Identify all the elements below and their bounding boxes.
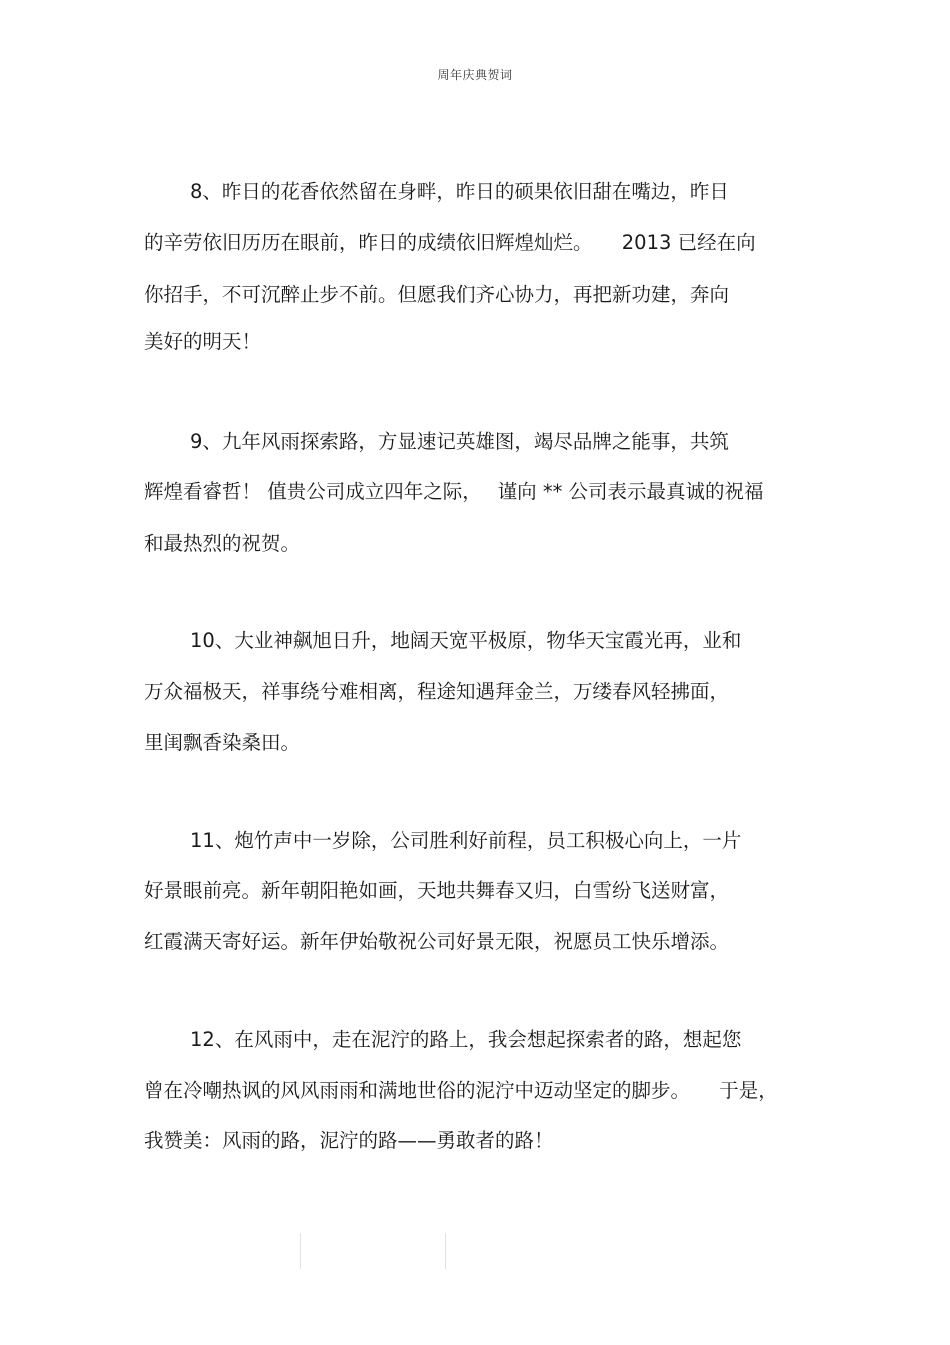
- paragraph-line: 好景眼前亮。新年朝阳艳如画，天地共舞春又归，白雪纷飞送财富，: [144, 879, 730, 902]
- paragraph-line: 11、炮竹声中一岁除，公司胜利好前程，员工积极心向上，一片: [190, 829, 742, 852]
- paragraph-line: 美好的明天！: [144, 330, 262, 353]
- paragraph-line: 你招手，不可沉醉止步不前。但愿我们齐心协力，再把新功建，奔向: [144, 283, 730, 306]
- paragraph-line: 红霞满天寄好运。新年伊始敬祝公司好景无限，祝愿员工快乐增添。: [144, 930, 730, 953]
- footer-divider-left: [300, 1233, 301, 1269]
- paragraph-line: 12、在风雨中，走在泥泞的路上，我会想起探索者的路，想起您: [190, 1028, 742, 1051]
- page-header: 周年庆典贺词: [437, 68, 513, 82]
- paragraph-line: 我赞美：风雨的路，泥泞的路——勇敢者的路！: [144, 1129, 554, 1152]
- paragraph-line: 曾在冷嘲热讽的风风雨雨和满地世俗的泥泞中迈动坚定的脚步。 于是，: [144, 1079, 778, 1102]
- paragraph-line: 9、九年风雨探索路，方显速记英雄图，竭尽品牌之能事，共筑: [190, 430, 729, 453]
- paragraph-line: 里闺飘香染桑田。: [144, 731, 301, 754]
- paragraph-line: 的辛劳依旧历历在眼前，昨日的成绩依旧辉煌灿烂。 2013 已经在向: [144, 231, 756, 254]
- paragraph-line: 辉煌看睿哲！ 值贵公司成立四年之际， 谨向 ** 公司表示最真诚的祝福: [144, 480, 764, 503]
- paragraph-line: 和最热烈的祝贺。: [144, 532, 301, 555]
- paragraph-line: 8、昨日的花香依然留在身畔，昨日的硕果依旧甜在嘴边，昨日: [190, 180, 729, 203]
- paragraph-line: 万众福极天，祥事绕兮难相离，程途知遇拜金兰，万缕春风轻拂面，: [144, 680, 730, 703]
- paragraph-line: 10、大业神飙旭日升，地阔天宽平极原，物华天宝霞光再，业和: [190, 629, 742, 652]
- footer-divider-right: [445, 1233, 446, 1269]
